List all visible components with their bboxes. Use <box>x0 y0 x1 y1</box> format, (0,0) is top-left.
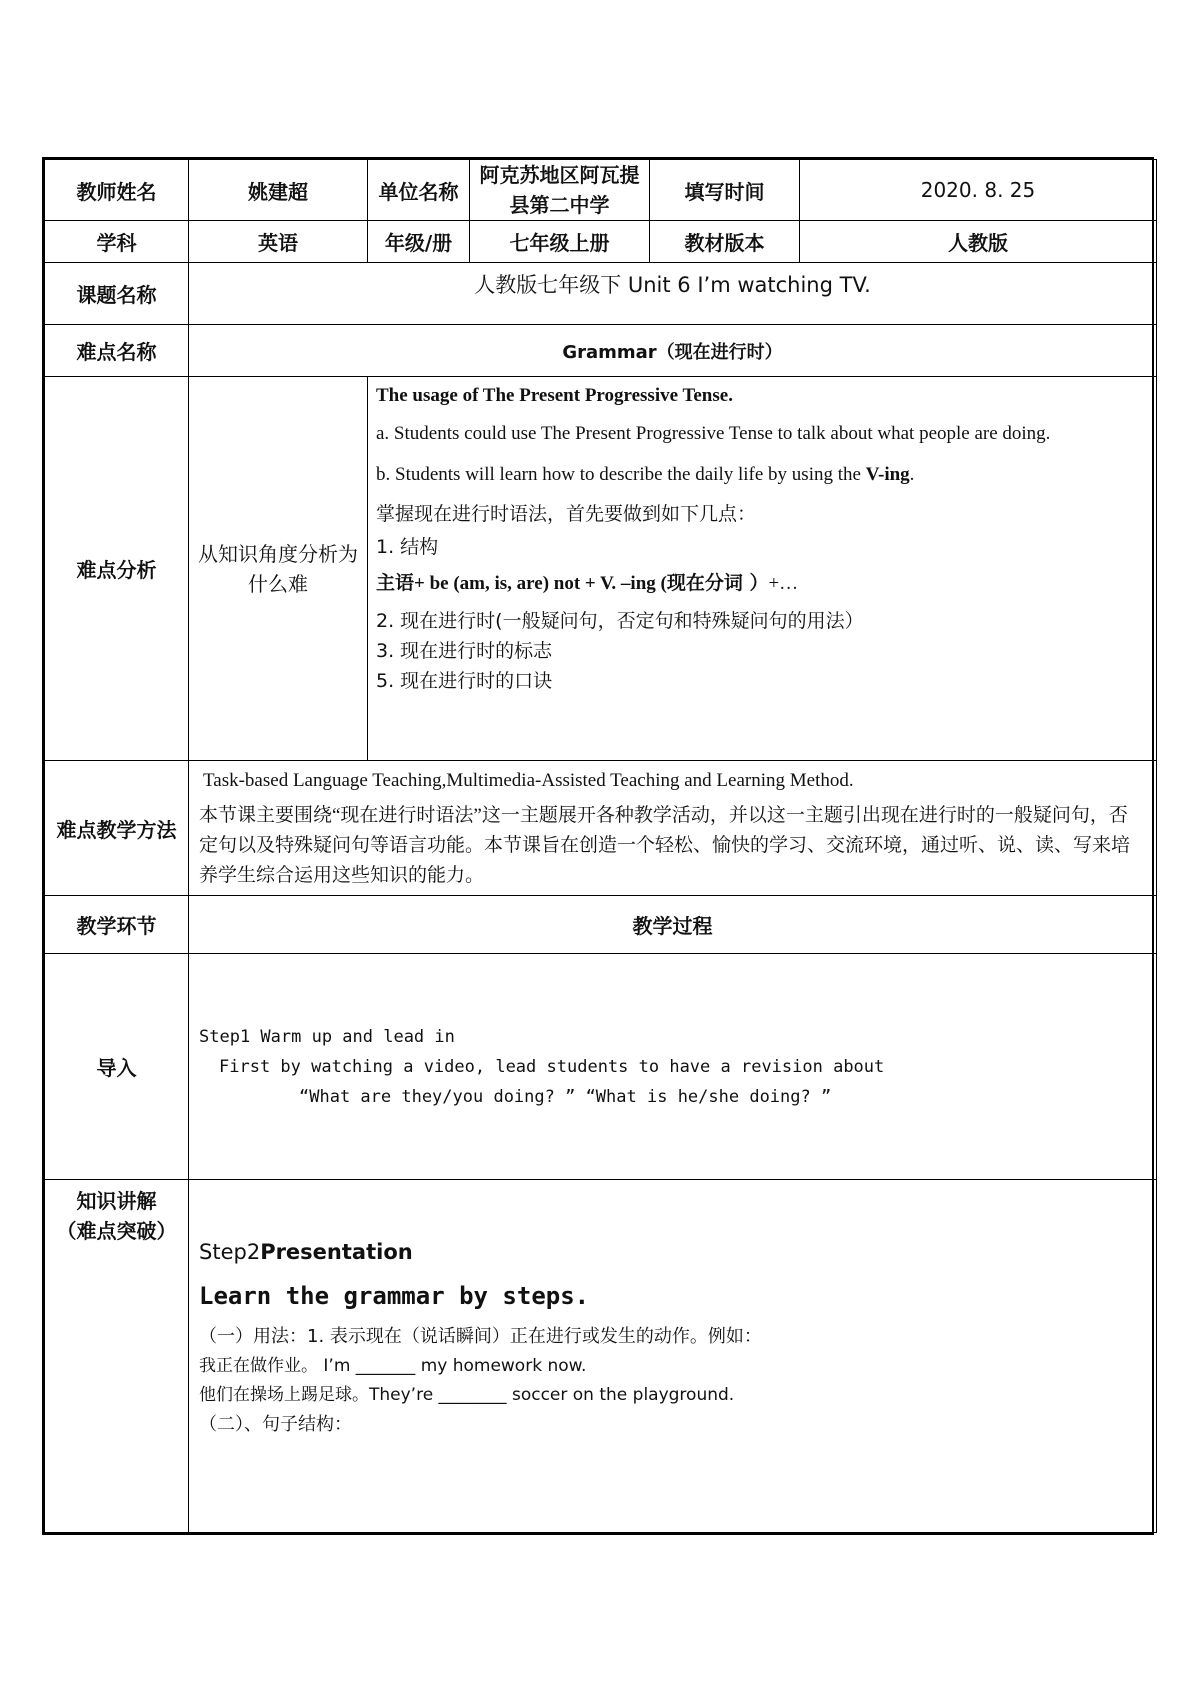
knowledge-step-bold: Presentation <box>260 1240 413 1264</box>
intro-line3: “What are they/you doing? ” “What is he/she doing? ” <box>299 1086 832 1107</box>
analysis-intro: 掌握现在进行时语法，首先要做到如下几点： <box>376 503 757 525</box>
formula-cn: 现在分词 ） <box>666 572 769 594</box>
knowledge-step <box>199 1234 1146 1270</box>
intro-step-content <box>189 954 1157 1180</box>
unit-value-line1: 阿克苏地区阿瓦提 <box>479 163 640 187</box>
knowledge-title: Learn the grammar by steps. <box>199 1282 590 1310</box>
knowledge-label-line1: 知识讲解 <box>76 1189 157 1213</box>
intro-step-label: 导入 <box>45 954 189 1180</box>
textbook-label: 教材版本 <box>650 221 800 263</box>
fill-time-value: 2020. 8. 25 <box>800 160 1157 221</box>
grade-label: 年级/册 <box>368 221 470 263</box>
difficulty-label: 难点名称 <box>45 325 189 377</box>
knowledge-structure: （二）、句子结构： <box>199 1414 352 1435</box>
knowledge-label-line2: （难点突破） <box>56 1219 177 1243</box>
analysis-formula <box>376 561 1148 606</box>
method-en: Task-based Language Teaching,Multimedia-Assisted Teaching and Learning Method. <box>203 770 854 791</box>
point-b-bold: V-ing <box>865 464 910 485</box>
intro-line1: Step1 Warm up and lead in <box>199 1026 455 1047</box>
point-b-suffix: . <box>909 464 915 485</box>
method-cn: 本节课主要围绕“现在进行时语法”这一主题展开各种教学活动，并以这一主题引出现在进行时的一般疑问句，否定句以及特殊疑问句等语言功能。本节课旨在创造一个轻松、愉快的学习、交流环境，通过听、说、读、写来培养学生综合运用这些知识的能力。 <box>199 805 1131 886</box>
formula-suffix: +… <box>768 573 799 594</box>
intro-line2: First by watching a video, lead students to have a revision about <box>219 1056 885 1077</box>
knowledge-label <box>45 1180 189 1533</box>
topic-value: 人教版七年级下 Unit 6 I’m watching TV. <box>189 263 1157 325</box>
analysis-label: 难点分析 <box>45 377 189 761</box>
formula-subject: 主语 <box>376 572 415 594</box>
teacher-label: 教师姓名 <box>45 160 189 221</box>
analysis-heading: The usage of The Present Progressive Tense. <box>376 385 733 406</box>
analysis-content <box>368 377 1157 761</box>
knowledge-ex1: 我正在做作业。 I’m _______ my homework now. <box>199 1356 587 1376</box>
knowledge-usage: （一）用法：1. 表示现在（说话瞬间）正在进行或发生的动作。例如： <box>199 1326 762 1347</box>
lesson-plan-table <box>42 157 1154 1535</box>
process-header-value: 教学过程 <box>189 896 1157 954</box>
unit-value-line2: 县第二中学 <box>509 193 610 217</box>
grade-value: 七年级上册 <box>470 221 650 263</box>
unit-value <box>470 160 650 221</box>
fill-time-label: 填写时间 <box>650 160 800 221</box>
difficulty-value: Grammar（现在进行时） <box>189 325 1157 377</box>
method-label: 难点教学方法 <box>45 761 189 896</box>
teacher-value: 姚建超 <box>189 160 368 221</box>
analysis-item2: 2. 现在进行时(一般疑问句，否定句和特殊疑问句的用法） <box>376 610 864 632</box>
subject-value: 英语 <box>189 221 368 263</box>
method-content <box>189 761 1157 896</box>
unit-label: 单位名称 <box>368 160 470 221</box>
formula-middle: + be (am, is, are) not + V. –ing ( <box>414 573 667 594</box>
analysis-point-a: a. Students could use The Present Progressive Tense to talk about what people are doing. <box>376 423 1051 444</box>
knowledge-content <box>189 1180 1157 1533</box>
analysis-item1: 1. 结构 <box>376 536 439 558</box>
knowledge-ex2: 他们在操场上踢足球。They’re ________ soccer on the playground. <box>199 1385 735 1405</box>
topic-label: 课题名称 <box>45 263 189 325</box>
point-b-text: b. Students will learn how to describe the daily life by using the <box>376 464 866 485</box>
knowledge-step-prefix: Step2 <box>199 1240 261 1264</box>
subject-label: 学科 <box>45 221 189 263</box>
analysis-item5: 5. 现在进行时的口诀 <box>376 670 553 692</box>
process-header-label: 教学环节 <box>45 896 189 954</box>
analysis-sub-label: 从知识角度分析为什么难 <box>189 377 368 761</box>
textbook-value: 人教版 <box>800 221 1157 263</box>
analysis-item3: 3. 现在进行时的标志 <box>376 640 553 662</box>
analysis-point-b <box>376 457 1148 493</box>
